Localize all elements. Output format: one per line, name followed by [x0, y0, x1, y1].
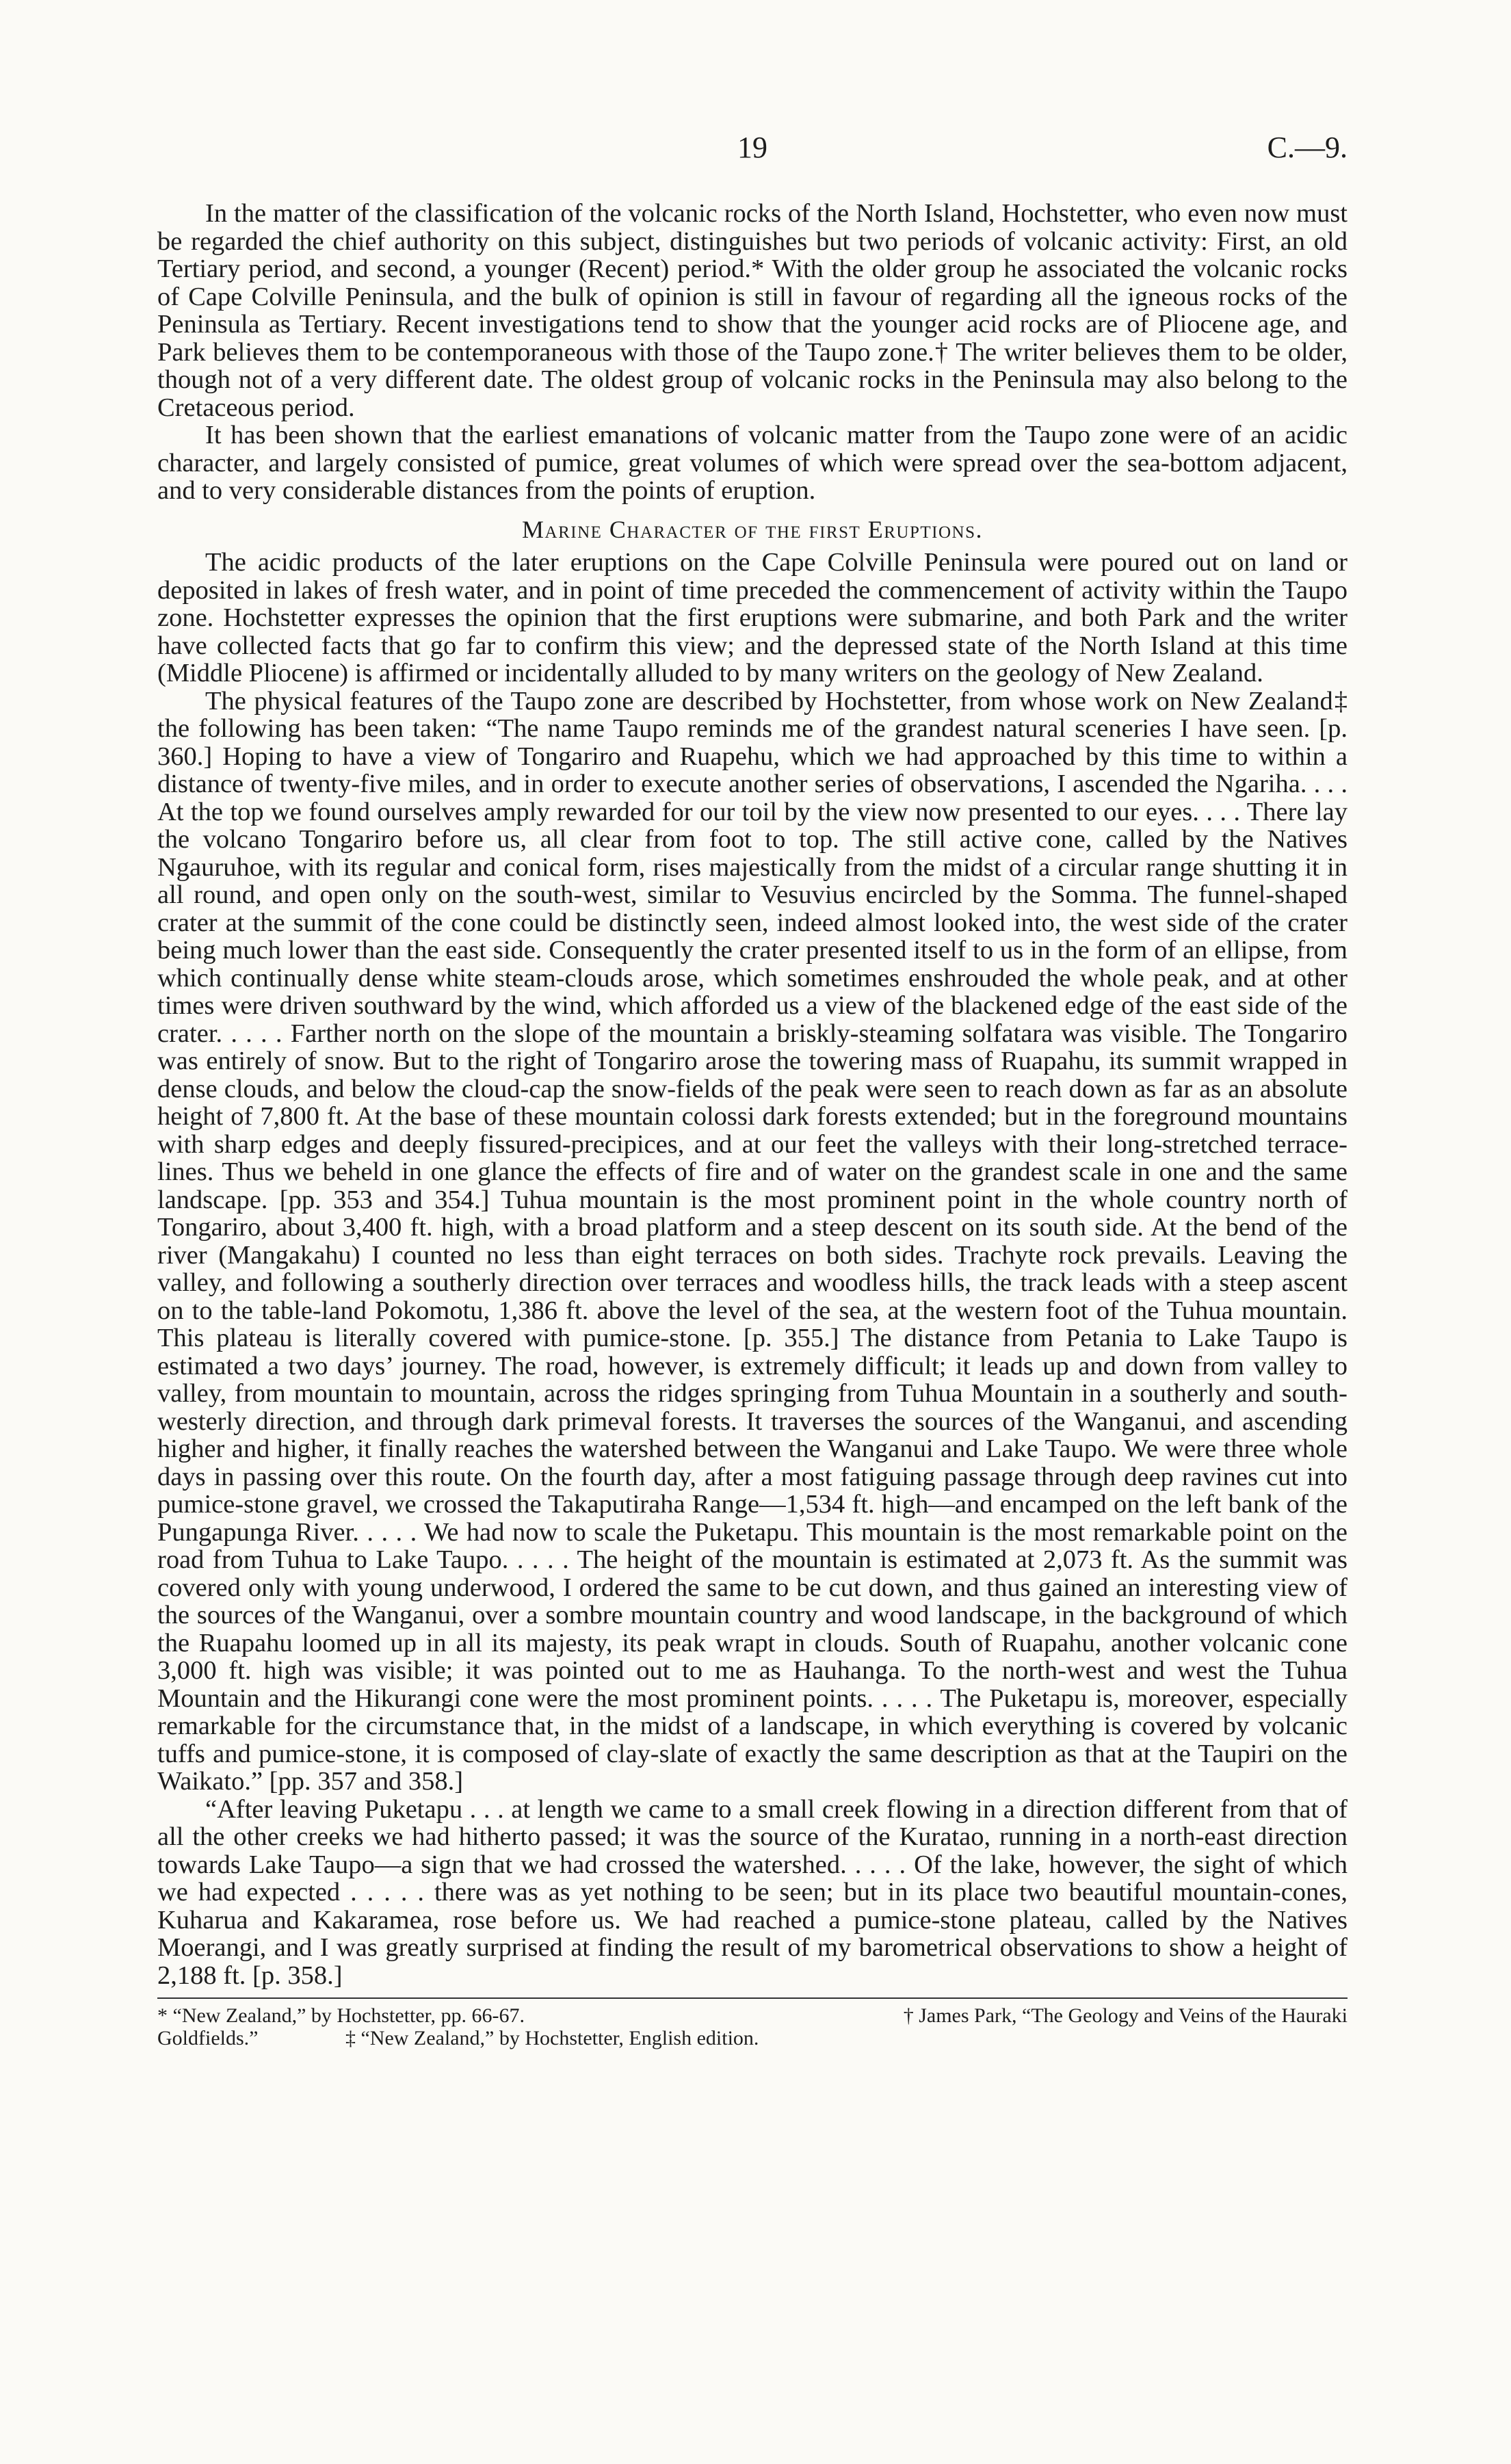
footnote-2: † James Park, “The Geology and Veins of the Hauraki	[903, 2004, 1348, 2027]
document-page	[157, 130, 1348, 2049]
paragraph-physical-features: The physical features of the Taupo zone are described by Hochstetter, from whose work on New Zealand‡ the following has been taken: “The name Taupo reminds me of the grandest natural sceneries I have seen. [p. 360.] Hoping to have a view of Tongariro and Ruapehu, which we had approached by this time to within a distance of twenty-five miles, and in order to execute another series of observations, I ascended the Ngariha. . . . At the top we found ourselves amply rewarded for our toil by the view now presented to our eyes. . . . There lay the volcano Tongariro before us, all clear from foot to top. The still active cone, called by the Natives Ngauruhoe, with its regular and conical form, rises majestically from the midst of a circular range shutting it in all round, and open only on the south-west, similar to Vesuvius encircled by the Somma. The funnel-shaped crater at the summit of the cone could be distinctly seen, indeed almost looked into, the west side of the crater being much lower than the east side. Consequently the crater presented itself to us in the form of an ellipse, from which continually dense white steam-clouds arose, which sometimes enshrouded the whole peak, and at other times were driven southward by the wind, which afforded us a view of the blackened edge of the east side of the crater. . . . . Farther north on the slope of the mountain a briskly-steaming solfatara was visible. The Tongariro was entirely of snow. But to the right of Tongariro arose the towering mass of Ruapahu, its summit wrapped in dense clouds, and below the cloud-cap the snow-fields of the peak were seen to reach down as far as an absolute height of 7,800 ft. At the base of these mountain colossi dark forests extended; but in the foreground mountains with sharp edges and deeply fissured-precipices, and at our feet the valleys with their long-stretched terrace-lines. Thus we beheld in one glance the effects of fire and of water on the grandest scale in one and the same landscape. [pp. 353 and 354.] Tuhua mountain is the most prominent point in the whole country north of Tongariro, about 3,400 ft. high, with a broad platform and a steep descent on its south side. At the bend of the river (Mangakahu) I counted no less than eight terraces on both sides. Trachyte rock prevails. Leaving the valley, and following a southerly direction over terraces and woodless hills, the track leads with a steep ascent on to the table-land Pokomotu, 1,386 ft. above the level of the sea, at the western foot of the Tuhua mountain. This plateau is literally covered with pumice-stone. [p. 355.] The distance from Petania to Lake Taupo is estimated a two days’ journey. The road, however, is extremely difficult; it leads up and down from valley to valley, from mountain to mountain, across the ridges springing from Tuhua Mountain in a southerly and south-westerly direction, and through dark primeval forests. It traverses the sources of the Wanganui, and ascending higher and higher, it finally reaches the watershed between the Wanganui and Lake Taupo. We were three whole days in passing over this route. On the fourth day, after a most fatiguing passage through deep ravines cut into pumice-stone gravel, we crossed the Takaputiraha Range—1,534 ft. high—and encamped on the left bank of the Pungapunga River. . . . . We had now to scale the Puketapu. This mountain is the most remarkable point on the road from Tuhua to Lake Taupo. . . . . The height of the mountain is estimated at 2,073 ft. As the summit was covered only with young underwood, I ordered the same to be cut down, and thus gained an interesting view of the sources of the Wanganui, over a sombre mountain country and wood landscape, in the background of which the Ruapahu loomed up in all its majesty, its peak wrapt in clouds. South of Ruapahu, another volcanic cone 3,000 ft. high was visible; it was pointed out to me as Hauhanga. To the north-west and west the Tuhua Mountain and the Hikurangi cone were the most prominent points. . . . . The Puketapu is, moreover, especially remarkable for the circumstance that, in the midst of a landscape, in which everything is covered by volcanic tuffs and pumice-stone, it is composed of clay-slate of exactly the same description as that at the Taupiri on the Waikato.” [pp. 357 and 358.]	[157, 686, 1348, 1796]
footnote-1: * “New Zealand,” by Hochstetter, pp. 66-67.	[157, 2004, 525, 2027]
paragraph-after-puketapu: “After leaving Puketapu . . . at length we came to a small creek flowing in a direction different from that of all the other creeks we had hitherto passed; it was the source of the Kuratao, running in a north-east direction towards Lake Taupo—a sign that we had crossed the watershed. . . . . Of the lake, however, the sight of which we had expected . . . . . there was as yet nothing to be seen; but in its place two beautiful mountain-cones, Kuharua and Kakaramea, rose before us. We had reached a pumice-stone plateau, called by the Natives Moerangi, and I was greatly surprised at finding the result of my barometrical observations to show a height of 2,188 ft. [p. 358.]	[157, 1794, 1348, 1990]
page-header	[157, 130, 1348, 168]
footnotes	[157, 2004, 1348, 2049]
page-number: 19	[737, 131, 767, 164]
footnote-3: ‡ “New Zealand,” by Hochstetter, English edition.	[345, 2027, 759, 2049]
document-reference: C.—9.	[1267, 131, 1348, 164]
footnote-2-continued: Goldfields.”	[157, 2027, 259, 2049]
footnote-line-2	[157, 2027, 1348, 2049]
paragraph-classification: In the matter of the classification of the volcanic rocks of the North Island, Hochstetter, who even now must be regarded the chief authority on this subject, distinguishes but two periods of volcanic activity: First, an old Tertiary period, and second, a younger (Recent) period.* With the older group he associated the volcanic rocks of Cape Colville Peninsula, and the bulk of opinion is still in favour of regarding all the igneous rocks of the Peninsula as Tertiary. Recent investigations tend to show that the younger acid rocks are of Pliocene age, and Park believes them to be contemporaneous with those of the Taupo zone.† The writer believes them to be older, though not of a very different date. The oldest group of volcanic rocks in the Peninsula may also belong to the Cretaceous period.	[157, 199, 1348, 422]
footnote-line-1	[157, 2004, 1348, 2027]
paragraph-acidic-products: The acidic products of the later eruptions on the Cape Colville Peninsula were poured out on land or deposited in lakes of fresh water, and in point of time preceded the commencement of activity within the Taupo zone. Hochstetter expresses the opinion that the first eruptions were submarine, and both Park and the writer have collected facts that go far to confirm this view; and the depressed state of the North Island at this time (Middle Pliocene) is affirmed or incidentally alluded to by many writers on the geology of New Zealand.	[157, 548, 1348, 687]
footnote-divider	[157, 1997, 1348, 1999]
paragraph-earliest-emanations: It has been shown that the earliest emanations of volcanic matter from the Taupo zone were of an acidic character, and largely consisted of pumice, great volumes of which were spread over the sea-bottom adjacent, and to very considerable distances from the points of eruption.	[157, 421, 1348, 505]
section-heading: Marine Character of the first Eruptions.	[522, 515, 983, 543]
